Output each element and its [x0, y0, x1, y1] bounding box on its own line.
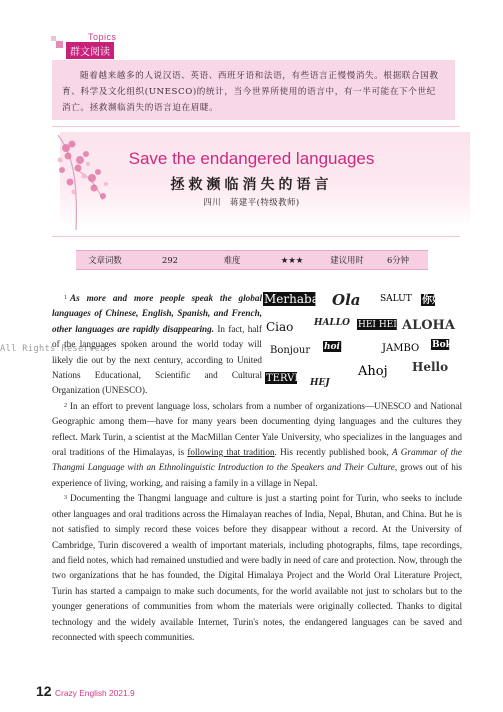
- article-title-en: Save the endangered languages: [128, 149, 375, 168]
- paragraph-number: 1: [64, 295, 67, 301]
- magazine-issue: Crazy English 2021.9: [55, 688, 135, 698]
- collage-word: Ahoj: [358, 364, 388, 379]
- collage-word: HEJ: [310, 378, 330, 388]
- difficulty-label: 难度: [223, 255, 241, 265]
- collage-word: HALLO: [314, 318, 350, 328]
- paragraph-2: [52, 399, 462, 491]
- word-count-label: 文章词数: [88, 255, 122, 265]
- time-value: 6分钟: [386, 255, 410, 265]
- collage-word: Bok: [432, 340, 452, 350]
- intro-box: [52, 60, 455, 120]
- paragraph-2-text: In an effort to prevent language loss, scholars from a number of organizations—UNESCO and National Geographic among them—have for many years been documenting dying languages and the cultures they reflect. Mark Turin, a scientist at the MacMillan Center Yale University, who specializes in the languages and oral traditions of the Himalayas, is: [52, 400, 462, 458]
- paragraph-3: [52, 491, 462, 645]
- paragraph-number: 3: [64, 495, 67, 502]
- collage-word: SALUT: [380, 294, 412, 304]
- reading-stats-bar: [76, 250, 428, 270]
- collage-word: 你好: [422, 295, 442, 306]
- article-body: [52, 291, 462, 645]
- divider: [52, 126, 460, 127]
- book-title: A Grammar of the Thangmi Language with an Ethnolinguistic Introduction to the Speakers and Their Culture: [52, 447, 462, 473]
- paragraph-number: 2: [64, 402, 67, 409]
- collage-word: Ciao: [266, 320, 294, 334]
- word-count-value: 292: [162, 255, 178, 265]
- paragraph-2-text: . His recently published book,: [274, 447, 393, 458]
- topic-label-en: Topics: [88, 32, 117, 42]
- collage-word: HEI HEI: [358, 320, 397, 330]
- time-label: 建议用时: [330, 255, 364, 265]
- collage-word: Merhaba: [264, 292, 319, 306]
- divider: [52, 236, 460, 237]
- collage-word: Hello: [412, 360, 449, 374]
- collage-word: hoi: [324, 342, 340, 352]
- intro-text: 随着越来越多的人说汉语、英语、西班牙语和法语，有些语言正慢慢消失。根据联合国教育、科学及文化组织(UNESCO)的统计，当今世界所使用的语言中，有一半可能在下个世纪消亡。拯救濒临消失的语言迫在眉睫。: [62, 71, 439, 113]
- paragraph-3-text: Documenting the Thangmi language and culture is just a starting point for Turin, who seeks to include other languages and oral traditions across the Himalayan reaches of India, Nepal, Bhutan, and China. But he is not satisfied to simply record these voices before they disappear without a record. At the University of Cambridge, Turin discovered a wealth of important materials, including photographs, films, tape recordings, and field notes, which had remained unstudied and were badly in need of care and protection. Now, through the two organizations that he has founded, the Digital Himalaya Project and the World Oral Literature Project, Turin has started a campaign to make such documents, for the world available not just to scholars but to the younger generations of communities from whom the materials were originally collected. Thanks to digital technology and the widely available Internet, Turin's notes, the endangered languages can be saved and reconnected with speech communities.: [52, 493, 462, 642]
- paragraph-1-lead: As more and more people speak the global languages of Chinese, English, Spanish, and French, other languages are rapidly disappearing.: [52, 293, 262, 334]
- difficulty-stars: ★★★: [280, 255, 304, 265]
- paragraph-2-text: , grows out of his experience of living, working, and raising a family in a village in Nepal.: [52, 462, 462, 488]
- author-line: 四川 蒋建平(特级教师): [203, 197, 300, 207]
- page-number: 12: [36, 683, 52, 699]
- collage-word: Ola: [332, 291, 361, 309]
- collage-word: JAMBO: [382, 343, 420, 354]
- paragraph-1-rest: In fact, half of the languages spoken around the world today will likely die out by the next century, according to United Nations Educational, Scientific and Cultural Organization (UNESCO).: [52, 323, 262, 396]
- underlined-phrase: following that tradition: [187, 447, 275, 458]
- tag-square-icon: [56, 41, 63, 48]
- topic-label-cn: 群文阅读: [66, 42, 114, 59]
- paragraph-1: [52, 291, 262, 399]
- collage-word: Bonjour: [270, 345, 311, 356]
- article-title-cn: 拯救濒临消失的语言: [170, 177, 333, 193]
- watermark: All Rights Reserved.: [0, 344, 112, 354]
- collage-word: ALOHA: [402, 318, 455, 333]
- collage-word: TERVE: [266, 373, 302, 384]
